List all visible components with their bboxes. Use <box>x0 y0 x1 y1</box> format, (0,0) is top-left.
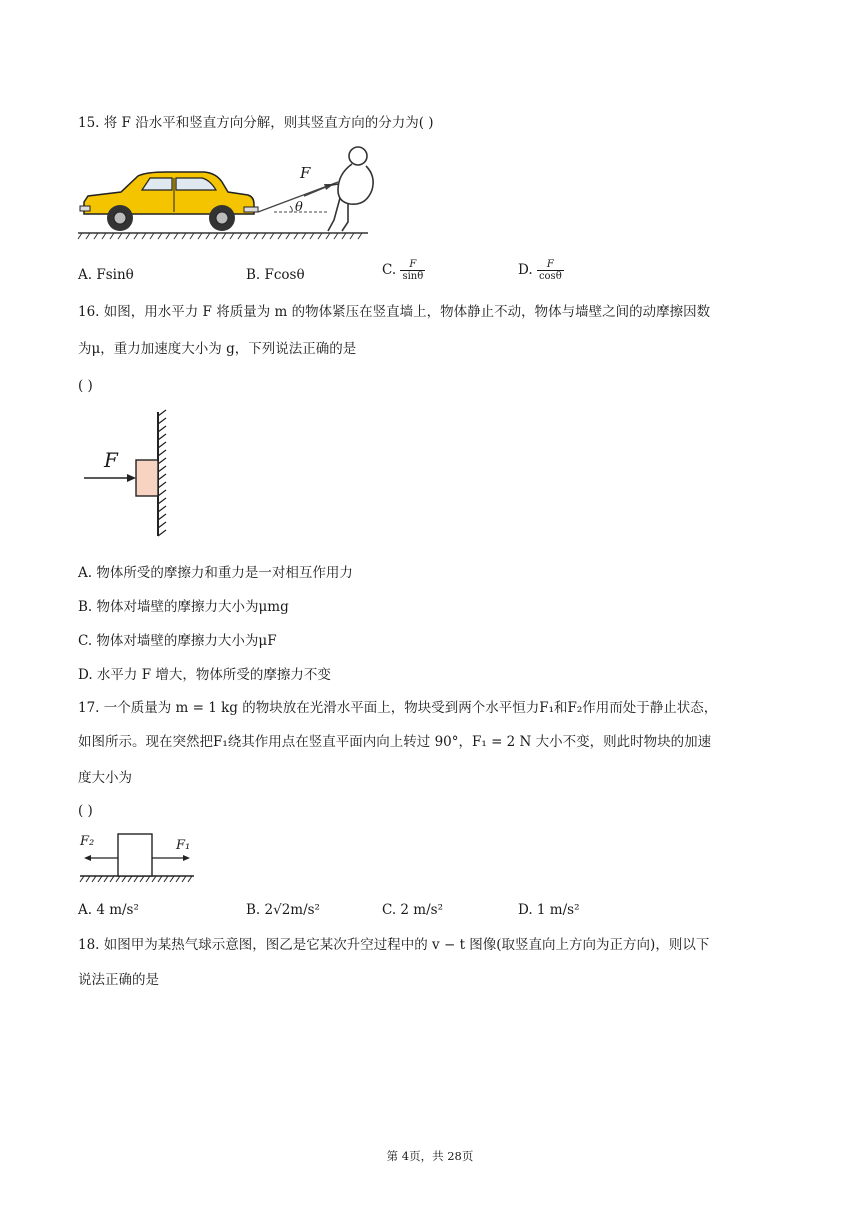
q15-option-a[interactable]: A. Fsinθ <box>78 267 134 283</box>
q16-option-c[interactable]: C. 物体对墙壁的摩擦力大小为μF <box>78 633 277 649</box>
q17-stem-line1: 17. 一个质量为 m = 1 kg 的物块放在光滑水平面上，物块受到两个水平恒力F₁和F₂作用而处于静止状态， <box>78 700 718 716</box>
page-footer: 第 4页，共 28页 <box>386 1149 474 1163</box>
q15-option-c-denominator: sinθ <box>402 271 424 282</box>
q15-option-b[interactable]: B. Fcosθ <box>246 267 305 283</box>
q17-answer-paren: ( ) <box>78 803 93 819</box>
q15-option-d-denominator: cosθ <box>538 271 562 282</box>
q15-option-c[interactable] <box>382 259 425 282</box>
q16-option-d[interactable]: D. 水平力 F 增大，物体所受的摩擦力不变 <box>78 667 331 683</box>
q16-stem-line2: 为μ，重力加速度大小为 g，下列说法正确的是 <box>78 341 357 357</box>
q17-option-b[interactable]: B. 2√2m/s² <box>246 902 320 918</box>
q15-car-figure <box>76 140 376 240</box>
q15-option-c-numerator: F <box>400 259 425 271</box>
q18-stem-line1: 18. 如图甲为某热气球示意图，图乙是它某次升空过程中的 v − t 图像(取竖直向上方向为正方向)，则以下 <box>78 937 710 953</box>
q16-answer-paren: ( ) <box>78 378 93 394</box>
q17-option-d[interactable]: D. 1 m/s² <box>518 902 580 918</box>
q17-f2-label: F₂ <box>80 834 95 849</box>
q17-stem-line2: 如图所示。现在突然把F₁绕其作用点在竖直平面内向上转过 90°，F₁ = 2 N 大小不变，则此时物块的加速 <box>78 734 712 750</box>
q15-stem: 15. 将 F 沿水平和竖直方向分解，则其竖直方向的分力为( ) <box>78 115 434 131</box>
q17-stem-line3: 度大小为 <box>78 770 132 786</box>
q15-option-d-numerator: F <box>537 259 564 271</box>
q15-option-d-fraction <box>537 259 564 282</box>
q16-stem-line1: 16. 如图，用水平力 F 将质量为 m 的物体紧压在竖直墙上，物体静止不动，物体与墙壁之间的动摩擦因数 <box>78 304 711 320</box>
q17-option-c[interactable]: C. 2 m/s² <box>382 902 444 918</box>
q17-f1-label: F₁ <box>176 838 191 853</box>
q16-option-b[interactable]: B. 物体对墙壁的摩擦力大小为μmg <box>78 599 289 615</box>
q16-wall-figure <box>82 410 182 540</box>
q15-angle-label: θ <box>295 200 303 215</box>
q15-option-c-prefix: C. <box>382 262 397 278</box>
car-body <box>80 172 258 231</box>
q15-force-label: F <box>300 164 311 182</box>
person-figure <box>326 147 373 231</box>
q15-option-c-fraction <box>400 259 425 282</box>
q15-option-d-prefix: D. <box>518 262 533 278</box>
q16-option-a[interactable]: A. 物体所受的摩擦力和重力是一对相互作用力 <box>78 565 353 581</box>
q18-stem-line2: 说法正确的是 <box>78 972 159 988</box>
q15-option-d[interactable] <box>518 259 564 282</box>
q17-option-a[interactable]: A. 4 m/s² <box>78 902 139 918</box>
q16-force-label: F <box>104 448 118 472</box>
